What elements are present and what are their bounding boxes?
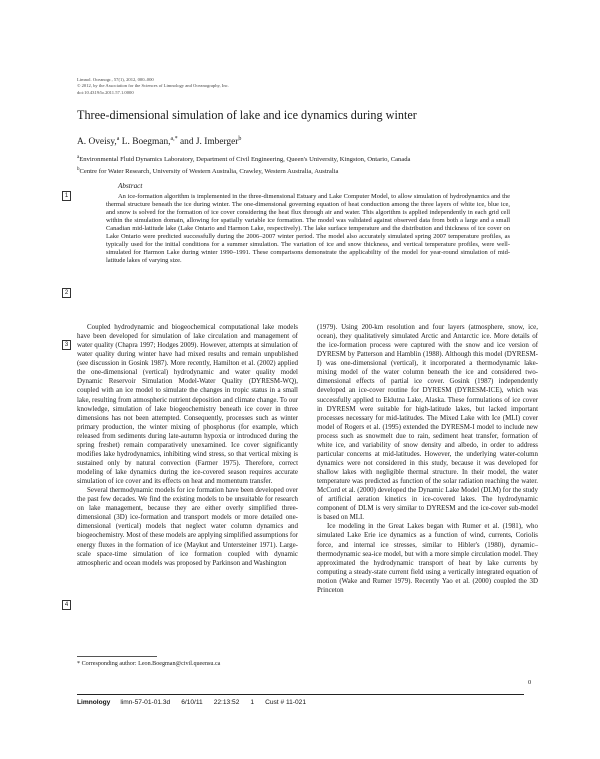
- footnote-divider: [77, 656, 157, 657]
- journal-volume-line: Limnol. Oceanogr., 57(1), 2012, 000–000: [77, 77, 154, 82]
- footer-time: 22:13:52: [213, 699, 240, 706]
- footer-divider: [77, 694, 524, 695]
- query-marker-4[interactable]: 4: [62, 600, 71, 610]
- footer-journal: Limnology: [77, 699, 111, 706]
- body-column-left: [77, 323, 298, 568]
- body-column-right: [317, 323, 538, 595]
- copyright-line: © 2012, by the Association for the Sciences of Limnology and Oceanography, Inc.: [77, 83, 229, 89]
- author-oveisy-affil: a: [116, 136, 120, 142]
- doi-line: doi:10.4319/lo.2011.57.1.0000: [77, 89, 134, 95]
- paragraph: (1979). Using 200-km resolution and four layers (atmosphere, snow, ice, ocean), they qualitatively simulated Arctic and Antarctic ice. More details of the ice-formation process were captured with the snow and ice version of DYRESM by Patterson and Hamblin (1988). Although this model (DYRESM-I) was one-dimensional (vertical), it incorporated a thermodynamic lake-mixing model of the water column beneath the ice and considered two-dimensional effects of partial ice cover. Gosink (1987) independently developed an ice-cover routine for DYRESM (DYRESM-ICE), which was successfully applied to Eklutna Lake, Alaska. These formulations of ice cover in DYRESM were suitable for high-latitude lakes, but lacked important processes necessary for mid-latitudes. The Mixed Lake with Ice (MLI) cover model of Rogers et al. (1995) extended the DYRESM-I model to include new process such as snowmelt due to rain, sediment heat transfer, formation of white ice, and variability of snow density and albedo, in order to address particular concerns at mid-latitudes. However, the underlying water-column dynamics were not considered in this study, because it was developed for shallow lakes with negligible thermal structure. In their model, the water temperature was predicted as function of the solar radiation reaching the water. McCord et al. (2000) developed the Dynamic Lake Model (DLM) for the study of artificial aeration kinetics in ice-covered lakes. The hydrodynamic component of DLM is very similar to DYRESM and the ice-cover sub-model is based on MLI.: [317, 323, 538, 522]
- page-number: 0: [528, 679, 532, 686]
- abstract-heading: Abstract: [118, 182, 143, 190]
- paragraph: Ice modeling in the Great Lakes began with Rumer et al. (1981), who simulated Lake Erie ice dynamics as a function of wind, currents, Coriolis force, and internal ice stresses, similar to Hibler's (1980), dynamic–thermodynamic sea-ice model, but with a more simple circulation model. They approximated the hydrodynamic transport of heat by lake currents by computing a steady-state current field using a vertically integrated equation of motion (Wake and Rumer 1979). Recently Yao et al. (2000) coupled the 3D Princeton: [317, 522, 538, 594]
- author-list: [77, 136, 241, 147]
- author-boegman-affil: a,*: [170, 136, 178, 142]
- footer-date: 6/10/11: [181, 699, 203, 706]
- article-title: Three-dimensional simulation of lake and ice dynamics during winter: [77, 108, 417, 122]
- corresponding-author-footnote: * Corresponding author: Leon.Boegman@civil.queensu.ca: [77, 661, 221, 667]
- abstract-text: An ice-formation algorithm is implemented in the three-dimensional Estuary and Lake Computer Model, to allow simulation of hydrodynamics and the thermal structure beneath the ice during winter. The one-dimensional governing equation of heat conduction among the three layers of white ice, blue ice, and snow is solved for the formation of ice cover considering the heat flux through air and water. This algorithm is applied independently in each grid cell within the simulation domain, allowing for spatially variable ice formation. The model was validated against observed data from both a large and a small Canadian mid-latitude lake (Lake Ontario and Harmon Lake, respectively). The lake surface temperature and the distribution and thickness of ice cover on Lake Ontario were predicted successfully during the 2006–2007 winter period. The model also accurately simulated spring 2007 temperature profiles, as typically used for the initial conditions for a summer simulation. The variation of ice and snow thickness, and vertical temperature profiles, were well-simulated for Harmon Lake during winter 1990–1991. These comparisons demonstrate the applicability of the model for year-round simulation of mid-latitude lakes of varying size.: [106, 193, 510, 265]
- footer-cust: Cust # 11-021: [265, 699, 306, 706]
- author-boegman: L. Boegman,: [119, 137, 171, 148]
- footer-filename: limn-57-01-01.3d: [120, 699, 171, 706]
- query-marker-1[interactable]: 1: [62, 191, 71, 201]
- query-marker-2[interactable]: 2: [62, 288, 71, 298]
- journal-citation: [77, 77, 337, 96]
- paragraph: Several thermodynamic models for ice formation have been developed over the past few decades. We find the existing models to be unsuitable for research on lake management, because they are either overly simplified three-dimensional (3D) ice-formation and transport models or more detailed one-dimensional (vertical) models that neglect water column dynamics and biogeochemistry. Most of these models are applying simplified assumptions for energy fluxes in the formation of ice (Maykut and Untersteiner 1971). Large-scale space-time simulation of ice formation coupled with dynamic atmospheric and ocean models was proposed by Parkinson and Washington: [77, 486, 298, 567]
- author-oveisy: A. Oveisy,: [77, 137, 117, 148]
- footer-page: 1: [250, 699, 255, 706]
- affiliations: [77, 153, 547, 176]
- query-marker-3[interactable]: 3: [62, 340, 71, 350]
- affiliation-b: $^b$Centre for Water Research, University of Western Australia, Crawley, Western Australia, Australia: [77, 166, 339, 175]
- affiliation-a: $^a$Environmental Fluid Dynamics Laboratory, Department of Civil Engineering, Queen's University, Kingston, Ontario, Canada: [77, 155, 411, 164]
- author-imberger: and J. Imberger: [177, 137, 239, 148]
- author-imberger-affil: b: [238, 136, 242, 142]
- production-footer: [77, 699, 317, 706]
- paragraph: Coupled hydrodynamic and biogeochemical computational lake models have been developed for simulation of lake circulation and management of water quality (Chapra 1997; Hodges 2009). However, attempts at simulation of water quality during winter have had mixed results and remain unpublished (see discussion in Gosink 1987). More recently, Hamilton et al. (2002) applied the one-dimensional (vertical) hydrodynamic and water quality model Dynamic Reservoir Simulation Model-Water Quality (DYRESM-WQ), coupled with an ice model to simulate the changes in tropic status in a small lake, resulting from atmospheric nutrient deposition and climate change. To our knowledge, simulation of lake biogeochemistry beneath ice cover in three dimensions has not been attempted. Consequently, processes such as winter primary production, the winter mixing of phosphorus (for example, which released from sediments during late-autumn hypoxia or introduced during the spring freshet) remain comparatively unexamined. Ice cover significantly modifies lake hydrodynamics, inhibiting wind stress, so that vertical mixing is sustained only by natural convection (Farmer 1975). Therefore, correct modeling of lake dynamics during the ice-covered season requires accurate simulation of ice cover and its effects on heat and momentum transfer.: [77, 323, 298, 486]
